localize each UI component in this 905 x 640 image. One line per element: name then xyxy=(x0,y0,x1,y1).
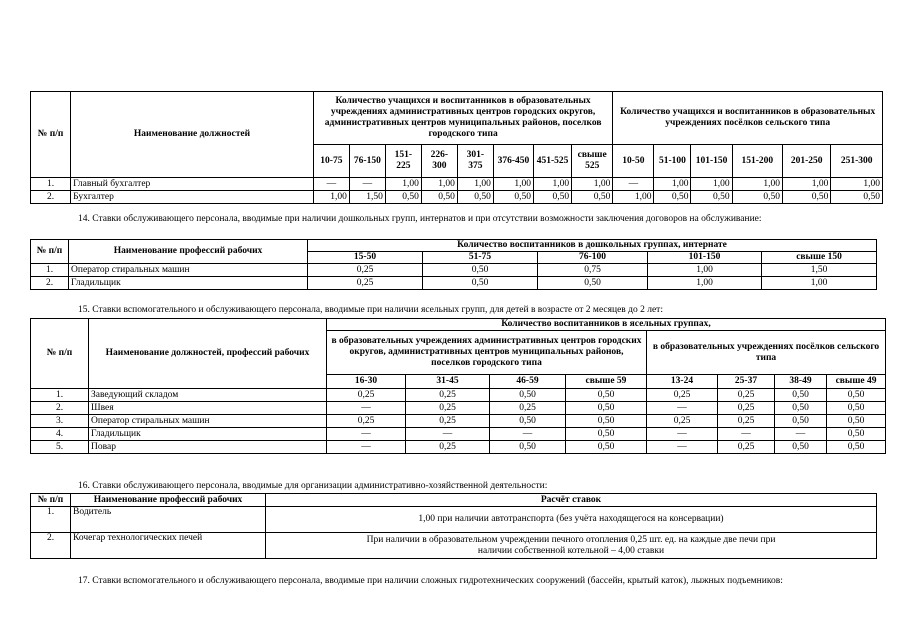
row-num: 3. xyxy=(31,415,89,428)
cell-value: 0,50 xyxy=(423,277,538,290)
range-header: 101-150 xyxy=(691,145,732,178)
cell-value: 0,75 xyxy=(538,264,648,277)
staff-table-nursery xyxy=(30,318,886,454)
row-num: 2. xyxy=(31,277,69,290)
row-name: Бухгалтер xyxy=(71,191,314,204)
cell-value: 0,50 xyxy=(538,277,648,290)
row-num: 1. xyxy=(31,507,71,533)
range-header: свыше 525 xyxy=(572,145,613,178)
cell-value: 0,25 xyxy=(647,389,718,402)
row-calc: 1,00 при наличии автотранспорта (без учёта находящегося на консервации) xyxy=(266,507,877,533)
cell-value: 0,50 xyxy=(493,191,533,204)
cell-value: — xyxy=(349,178,385,191)
cell-value: 0,25 xyxy=(647,415,718,428)
range-header: 38-49 xyxy=(775,375,827,389)
range-header: 151-225 xyxy=(385,145,421,178)
cell-value: 0,50 xyxy=(566,428,647,441)
cell-value: 1,00 xyxy=(648,264,762,277)
cell-value: 1,00 xyxy=(762,277,877,290)
table-row xyxy=(31,389,886,402)
table-row xyxy=(31,402,886,415)
paragraph-17 xyxy=(30,576,876,587)
row-num: 1. xyxy=(31,264,69,277)
range-header: 76-150 xyxy=(349,145,385,178)
range-header: 31-45 xyxy=(406,375,490,389)
cell-value: 0,50 xyxy=(572,191,613,204)
cell-value: 0,25 xyxy=(308,277,423,290)
cell-value: 1,00 xyxy=(732,178,782,191)
table-row xyxy=(31,264,877,277)
cell-value: 0,50 xyxy=(490,389,566,402)
cell-value: 0,50 xyxy=(566,415,647,428)
table-row xyxy=(31,507,877,533)
range-header: свыше 49 xyxy=(827,375,886,389)
cell-value: 1,00 xyxy=(831,178,883,191)
paragraph-text: 15. Ставки вспомогательного и обслуживающего персонала, вводимые при наличии ясельных групп, для детей в возрасте от 2 месяцев до 2 лет: xyxy=(78,305,663,315)
cell-value: — xyxy=(647,428,718,441)
row-num: 4. xyxy=(31,428,89,441)
row-name: Гладильщик xyxy=(69,277,308,290)
col-name-header: Наименование должностей, профессий рабочих xyxy=(89,319,327,389)
cell-value: 1,50 xyxy=(349,191,385,204)
table-row xyxy=(31,428,886,441)
cell-value: 0,25 xyxy=(406,402,490,415)
range-header: 451-525 xyxy=(534,145,572,178)
cell-value: 1,00 xyxy=(654,178,691,191)
table-row xyxy=(31,533,877,559)
cell-value: 0,50 xyxy=(691,191,732,204)
cell-value: 1,00 xyxy=(457,178,493,191)
range-header: 226-300 xyxy=(421,145,457,178)
col-num-header: № п/п xyxy=(31,319,89,389)
range-header: 46-59 xyxy=(490,375,566,389)
cell-value: 0,50 xyxy=(490,415,566,428)
cell-value: 0,50 xyxy=(457,191,493,204)
cell-value: 1,00 xyxy=(421,178,457,191)
cell-value: 0,50 xyxy=(421,191,457,204)
range-header: 10-75 xyxy=(313,145,349,178)
row-name: Гладильщик xyxy=(89,428,327,441)
row-name: Швея xyxy=(89,402,327,415)
staff-table-administrative xyxy=(30,493,877,559)
cell-value: 0,25 xyxy=(718,441,775,454)
cell-value: 0,50 xyxy=(827,389,886,402)
col-name-header: Наименование должностей xyxy=(71,92,314,178)
cell-value: 0,25 xyxy=(718,415,775,428)
paragraph-text: 17. Ставки вспомогательного и обслуживающего персонала, вводимые при наличии сложных гидротехнических сооружений (бассейн, крытый каток), лыжных подъемников: xyxy=(78,576,783,586)
cell-value: 0,25 xyxy=(718,402,775,415)
cell-value: 1,00 xyxy=(613,191,654,204)
range-header: свыше 150 xyxy=(762,252,877,264)
cell-value: 0,50 xyxy=(566,441,647,454)
paragraph-16 xyxy=(30,481,876,492)
range-header: 25-37 xyxy=(718,375,775,389)
cell-value: — xyxy=(327,428,406,441)
cell-value: — xyxy=(613,178,654,191)
row-name: Главный бухгалтер xyxy=(71,178,314,191)
group-header: Количество воспитанников в дошкольных группах, интернате xyxy=(308,240,877,252)
range-header: 101-150 xyxy=(648,252,762,264)
cell-value: 0,50 xyxy=(775,402,827,415)
cell-value: 1,00 xyxy=(385,178,421,191)
cell-value: — xyxy=(327,441,406,454)
row-num: 1. xyxy=(31,389,89,402)
table-row xyxy=(31,415,886,428)
cell-value: — xyxy=(718,428,775,441)
group-rural-header: Количество учащихся и воспитанников в образовательных учреждениях посёлков сельского типа xyxy=(613,92,883,145)
cell-value: 0,50 xyxy=(490,441,566,454)
cell-value: 1,00 xyxy=(691,178,732,191)
row-name: Заведующий складом xyxy=(89,389,327,402)
row-num: 2. xyxy=(31,402,89,415)
range-header: 15-50 xyxy=(308,252,423,264)
row-num: 1. xyxy=(31,178,71,191)
cell-value: 0,25 xyxy=(308,264,423,277)
range-header: 151-200 xyxy=(732,145,782,178)
cell-value: — xyxy=(406,428,490,441)
cell-value: 0,50 xyxy=(534,191,572,204)
range-header: 376-450 xyxy=(493,145,533,178)
group-rural-header: в образовательных учреждениях посёлков сельского типа xyxy=(647,331,886,375)
table-row xyxy=(31,178,883,191)
cell-value: 0,50 xyxy=(566,402,647,415)
range-header: 13-24 xyxy=(647,375,718,389)
range-header: 16-30 xyxy=(327,375,406,389)
cell-value: 0,50 xyxy=(827,402,886,415)
cell-value: 0,25 xyxy=(406,441,490,454)
cell-value: 1,00 xyxy=(313,191,349,204)
cell-value: 0,50 xyxy=(827,415,886,428)
group-urban-header: Количество учащихся и воспитанников в образовательных учреждениях административных центров городских округов, административных центров муниципальных районов, поселков городского типа xyxy=(313,92,612,145)
table-row xyxy=(31,191,883,204)
paragraph-text: 14. Ставки обслуживающего персонала, вводимые при наличии дошкольных групп, интернатов и при отсутствии возможности заключения договоров на обслуживание: xyxy=(78,214,762,224)
table-row xyxy=(31,277,877,290)
cell-value: 1,50 xyxy=(762,264,877,277)
row-name: Оператор стиральных машин xyxy=(89,415,327,428)
col-calc-header: Расчёт ставок xyxy=(266,494,877,507)
cell-value: 0,25 xyxy=(327,389,406,402)
row-name: Оператор стиральных машин xyxy=(69,264,308,277)
staff-table-preschool xyxy=(30,239,877,290)
cell-value: 0,50 xyxy=(732,191,782,204)
paragraph-15 xyxy=(30,305,876,316)
paragraph-text: 16. Ставки обслуживающего персонала, вводимые для организации административно-хозяйственной деятельности: xyxy=(78,481,548,491)
cell-value: 1,00 xyxy=(493,178,533,191)
cell-value: 0,25 xyxy=(327,415,406,428)
cell-value: 0,50 xyxy=(566,389,647,402)
row-num: 5. xyxy=(31,441,89,454)
cell-value: — xyxy=(490,428,566,441)
cell-value: 0,50 xyxy=(827,428,886,441)
cell-value: 0,50 xyxy=(783,191,831,204)
cell-value: 0,50 xyxy=(654,191,691,204)
group-header: Количество воспитанников в ясельных группах, xyxy=(327,319,886,331)
row-name: Повар xyxy=(89,441,327,454)
col-num-header: № п/п xyxy=(31,494,71,507)
cell-value: 0,50 xyxy=(775,415,827,428)
cell-value: 0,50 xyxy=(423,264,538,277)
paragraph-14 xyxy=(30,214,876,225)
range-header: 76-100 xyxy=(538,252,648,264)
cell-value: 0,50 xyxy=(827,441,886,454)
group-urban-header: в образовательных учреждениях административных центров городских округов, административных центров муниципальных районов, поселков городского типа xyxy=(327,331,647,375)
row-name: Кочегар технологических печей xyxy=(71,533,266,559)
cell-value: 0,50 xyxy=(775,389,827,402)
cell-value: 0,25 xyxy=(490,402,566,415)
staff-table-accounting xyxy=(30,91,883,204)
cell-value: — xyxy=(327,402,406,415)
range-header: 51-100 xyxy=(654,145,691,178)
col-num-header: № п/п xyxy=(31,92,71,178)
cell-value: 1,00 xyxy=(534,178,572,191)
row-num: 2. xyxy=(31,533,71,559)
col-num-header: № п/п xyxy=(31,240,69,264)
cell-value: 0,25 xyxy=(406,389,490,402)
range-header: 10-50 xyxy=(613,145,654,178)
cell-value: 1,00 xyxy=(783,178,831,191)
range-header: 201-250 xyxy=(783,145,831,178)
table-row xyxy=(31,441,886,454)
row-name: Водитель xyxy=(71,507,266,533)
cell-value: 1,00 xyxy=(648,277,762,290)
row-num: 2. xyxy=(31,191,71,204)
cell-value: 0,25 xyxy=(406,415,490,428)
cell-value: 0,50 xyxy=(831,191,883,204)
range-header: 51-75 xyxy=(423,252,538,264)
cell-value: — xyxy=(647,441,718,454)
row-calc: При наличии в образовательном учреждении печного отопления 0,25 шт. ед. на каждые две печи при наличии собственной котельной – 4,00 ставки xyxy=(266,533,877,559)
cell-value: 0,25 xyxy=(718,389,775,402)
cell-value: — xyxy=(647,402,718,415)
cell-value: 0,50 xyxy=(775,441,827,454)
range-header: свыше 59 xyxy=(566,375,647,389)
range-header: 301-375 xyxy=(457,145,493,178)
cell-value: 1,00 xyxy=(572,178,613,191)
col-name-header: Наименование профессий рабочих xyxy=(69,240,308,264)
cell-value: — xyxy=(313,178,349,191)
cell-value: 0,50 xyxy=(385,191,421,204)
range-header: 251-300 xyxy=(831,145,883,178)
col-name-header: Наименование профессий рабочих xyxy=(71,494,266,507)
cell-value: — xyxy=(775,428,827,441)
